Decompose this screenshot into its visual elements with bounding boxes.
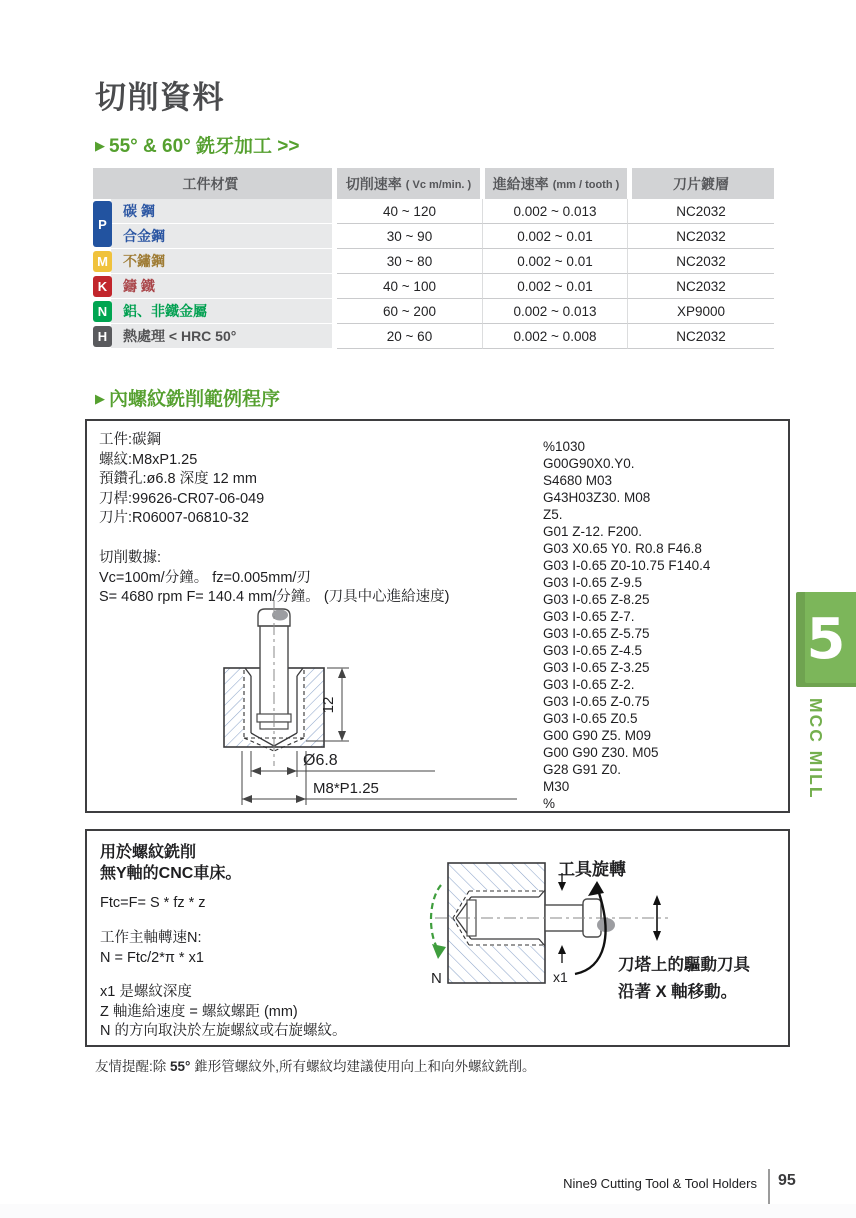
feed-cell: 0.002 ~ 0.01	[482, 249, 627, 274]
x1-label: x1	[553, 969, 568, 985]
coating-cell: NC2032	[627, 274, 774, 299]
table-row	[93, 324, 774, 349]
depth-dimension-label: 12	[320, 696, 337, 714]
feed-cell: 0.002 ~ 0.01	[482, 274, 627, 299]
turret-label-line2: 沿著 X 軸移動。	[618, 983, 738, 1001]
lathe-setup-diagram	[425, 841, 785, 1041]
cutting-parameters: 切削數據: Vc=100m/分鐘。 fz=0.005mm/刃 S= 4680 rpm F= 140.4 mm/分鐘。 (刀具中心進給速度)	[99, 550, 450, 605]
lathe-title-line2: 無Y軸的CNC車床。	[100, 864, 242, 882]
section2-heading-text: 內螺紋銑削範例程序	[109, 389, 281, 410]
vc-cell: 60 ~ 200	[337, 299, 482, 324]
table-row	[93, 249, 774, 274]
lathe-thread-milling-box	[85, 829, 790, 1047]
iso-k-badge: K	[93, 276, 112, 297]
material-cell: 不鏽鋼	[111, 249, 332, 274]
friendly-reminder-note: 友情提醒:除 55° 錐形管螺紋外,所有螺紋均建議使用向上和向外螺紋銑削。	[95, 1059, 536, 1074]
iso-p-badge: P	[93, 201, 112, 247]
triangle-marker-icon: ▶	[95, 391, 105, 406]
page-edge	[0, 1204, 856, 1218]
coating-cell: NC2032	[627, 249, 774, 274]
series-vertical-label: MCC MILL	[806, 698, 826, 800]
table-row	[93, 199, 774, 224]
feed-cell: 0.002 ~ 0.013	[482, 299, 627, 324]
section-heading-example-program	[95, 384, 280, 411]
section1-heading-text: 55° & 60° 銑牙加工 >>	[109, 136, 300, 157]
example-program-box	[85, 419, 790, 813]
footer-brand: Nine9 Cutting Tool & Tool Holders	[563, 1176, 757, 1191]
vc-cell: 20 ~ 60	[337, 324, 482, 349]
coating-cell: NC2032	[627, 324, 774, 349]
column-header-coating: 刀片鍍層	[632, 168, 774, 199]
lathe-notes	[100, 843, 347, 1042]
table-row	[93, 299, 774, 324]
feed-cell: 0.002 ~ 0.01	[482, 224, 627, 249]
coating-cell: NC2032	[627, 224, 774, 249]
vc-cell: 30 ~ 80	[337, 249, 482, 274]
lathe-note-lines: x1 是螺紋深度 Z 軸進給速度 = 螺紋螺距 (mm) N 的方向取決於左旋螺紋或右旋螺紋。	[100, 984, 347, 1039]
section-heading-thread-milling	[95, 131, 300, 158]
material-cell: 熱處理 < HRC 50°	[111, 324, 332, 349]
coating-cell: XP9000	[627, 299, 774, 324]
workpiece-info: 工件:碳鋼 螺紋:M8xP1.25 預鑽孔:ø6.8 深度 12 mm 刀桿:99626-CR07-06-049 刀片:R06007-06810-32	[99, 432, 265, 526]
nc-program-listing: %1030 G00G90X0.Y0. S4680 M03 G43H03Z30. M08 Z5. G01 Z-12. F200. G03 X0.65 Y0. R0.8 F46.8 G03 I-0.65 Z0-10.75 F140.4 G03 I-0.65 Z-9.5 G03 I-0.65 Z-8.25 G03 I-0.65 Z-7. G03 I-0.65 Z-5.75 G03 I-0.65 Z-4.5 G03 I-0.65 Z-3.25 G03 I-0.65 Z-2. G03 I-0.65 Z-0.75 G03 I-0.65 Z0.5 G00 G90 Z5. M09 G00 G90 Z30. M05 G28 G91 Z0. M30 %	[543, 439, 711, 811]
table-row	[93, 274, 774, 299]
coating-cell: NC2032	[627, 199, 774, 224]
page-title: 切削資料	[95, 80, 225, 115]
lathe-title-line1: 用於螺紋銑削	[100, 844, 197, 861]
spindle-speed-formula: N = Ftc/2*π * x1	[100, 950, 204, 966]
pre-drill-section-diagram	[187, 594, 587, 809]
iso-h-badge: H	[93, 326, 112, 347]
material-cell: 合金鋼	[111, 224, 332, 249]
table-header-row	[93, 168, 774, 199]
table-row	[93, 224, 774, 249]
material-cell: 鋁、非鐵金屬	[111, 299, 332, 324]
column-header-cutting-speed: 切削速率 ( Vc m/min. )	[337, 168, 480, 199]
triangle-marker-icon: ▶	[95, 138, 105, 153]
turret-label-line1: 刀塔上的驅動刀具	[618, 956, 750, 974]
cutting-data-table	[93, 168, 774, 349]
spindle-n-label: N	[431, 970, 442, 987]
feed-formula: Ftc=F= S * fz * z	[100, 895, 206, 911]
material-cell: 碳 鋼	[111, 199, 332, 224]
column-header-feed-rate: 進給速率 (mm / tooth )	[485, 168, 627, 199]
feed-cell: 0.002 ~ 0.013	[482, 199, 627, 224]
vc-cell: 30 ~ 90	[337, 224, 482, 249]
hole-diameter-label: Ø6.8	[303, 752, 338, 769]
material-cell: 鑄 鐵	[111, 274, 332, 299]
iso-m-badge: M	[93, 251, 112, 272]
iso-n-badge: N	[93, 301, 112, 322]
thread-spec-label: M8*P1.25	[313, 780, 379, 797]
vc-cell: 40 ~ 100	[337, 274, 482, 299]
page-number: 95	[778, 1172, 796, 1189]
spindle-speed-title: 工作主軸轉速N:	[100, 930, 202, 946]
vc-cell: 40 ~ 120	[337, 199, 482, 224]
column-header-material: 工件材質	[93, 168, 332, 199]
chapter-tab: 5	[796, 592, 856, 687]
feed-cell: 0.002 ~ 0.008	[482, 324, 627, 349]
tool-rotation-label: 工具旋轉	[558, 860, 626, 879]
